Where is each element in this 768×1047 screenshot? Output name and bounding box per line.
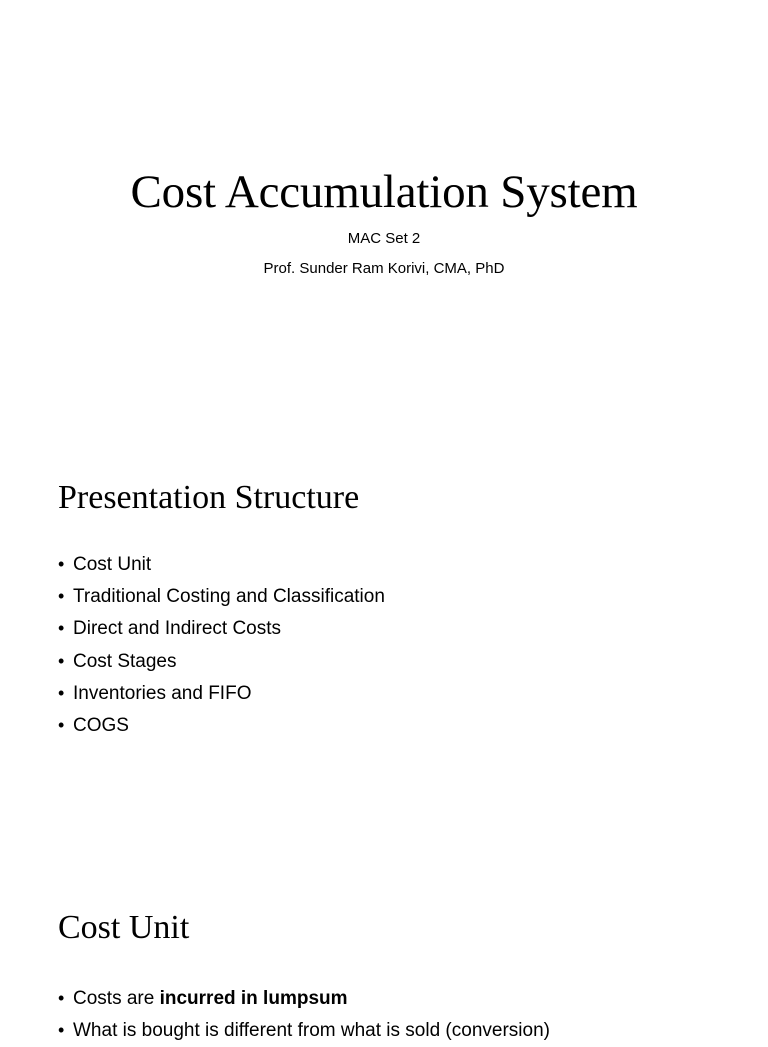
bullet-item xyxy=(58,709,385,741)
bullet-item xyxy=(58,1014,550,1046)
bullet-text: Cost Stages xyxy=(73,650,177,672)
bullet-icon: • xyxy=(58,618,65,639)
cost-unit-slide xyxy=(0,868,768,1042)
structure-slide xyxy=(0,434,768,866)
bullet-item xyxy=(58,677,385,709)
bullet-text-prefix: Costs are xyxy=(73,988,160,1009)
bullet-text: Direct and Indirect Costs xyxy=(73,618,282,640)
bullet-text: COGS xyxy=(73,714,129,736)
bullet-icon: • xyxy=(58,682,65,703)
bullet-icon: • xyxy=(58,650,65,671)
slide-title-cost-unit: Cost Unit xyxy=(58,909,190,946)
bullet-icon: • xyxy=(58,554,65,574)
bullet-icon: • xyxy=(58,988,65,1008)
bullet-icon: • xyxy=(58,586,65,607)
bullet-item xyxy=(58,645,385,677)
cost-unit-bullet-list xyxy=(58,982,550,1046)
slide-title-structure: Presentation Structure xyxy=(58,479,360,516)
bullet-text: Cost Unit xyxy=(73,554,152,575)
bullet-text: Traditional Costing and Classification xyxy=(73,586,385,608)
bullet-item xyxy=(58,982,550,1014)
bullet-item xyxy=(58,548,385,580)
bullet-text-emphasis: incurred in lumpsum xyxy=(159,988,348,1009)
bullet-item xyxy=(58,612,385,644)
subtitle-set: MAC Set 2 xyxy=(347,230,421,247)
structure-bullet-list xyxy=(58,548,385,741)
author-line: Prof. Sunder Ram Korivi, CMA, PhD xyxy=(263,260,505,277)
bullet-item xyxy=(58,580,385,612)
bullet-icon: • xyxy=(58,1020,65,1041)
bullet-text: Inventories and FIFO xyxy=(73,682,252,704)
presentation-title: Cost Accumulation System xyxy=(130,166,638,218)
title-slide xyxy=(0,0,768,432)
bullet-text: What is bought is different from what is sold (conversion) xyxy=(73,1020,550,1042)
bullet-icon: • xyxy=(58,714,65,735)
